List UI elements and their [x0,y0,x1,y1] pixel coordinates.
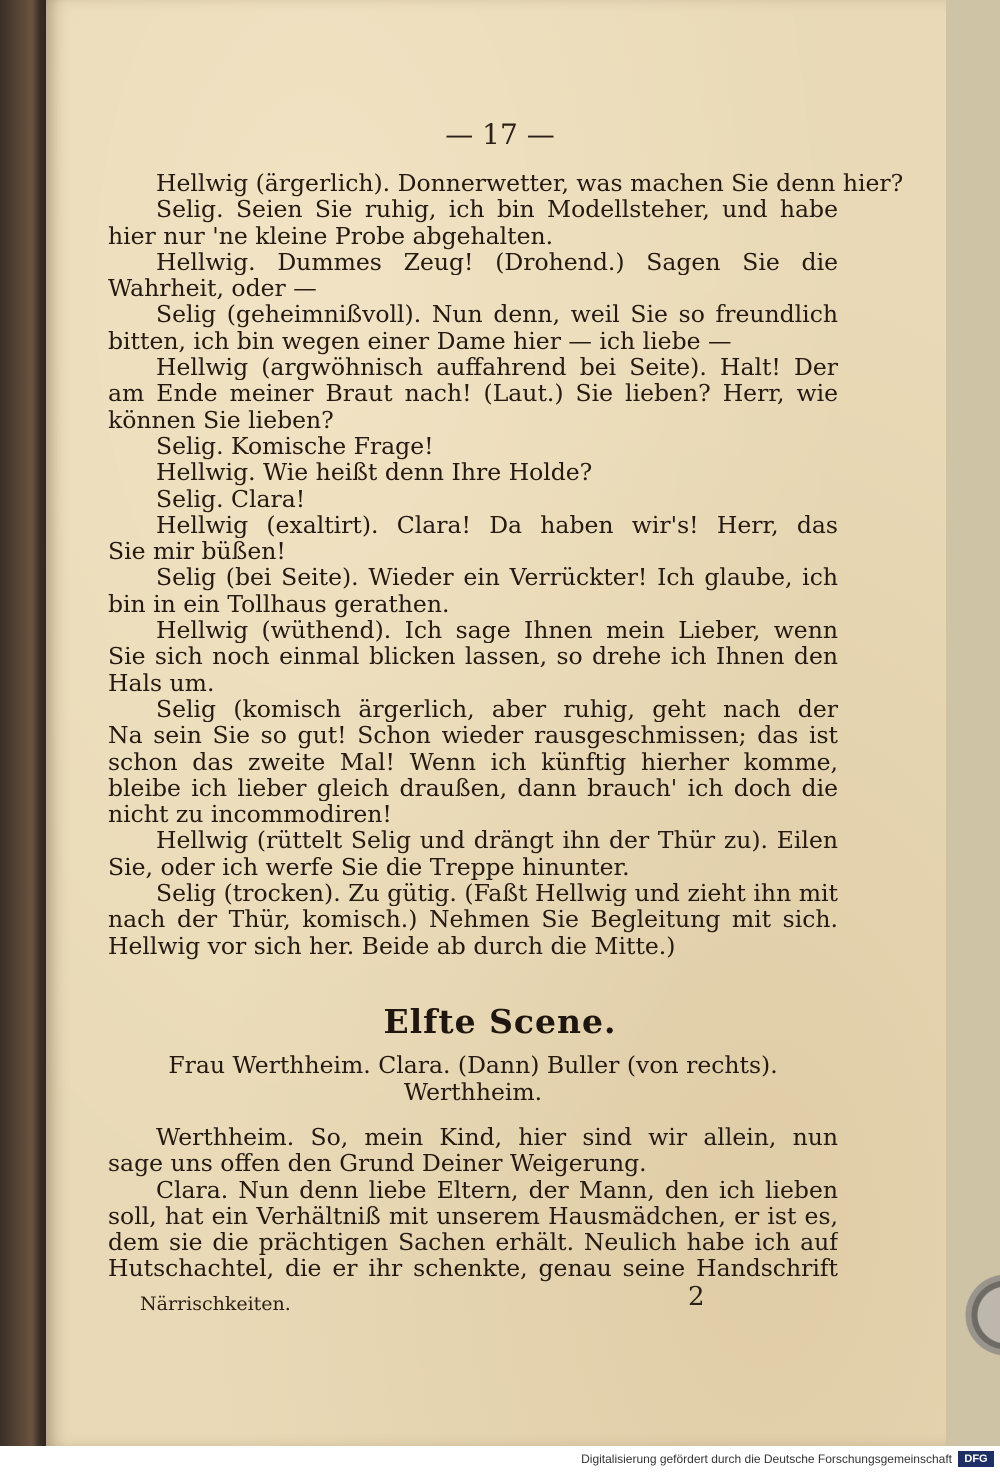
text-line: Sie, oder ich werfe Sie die Treppe hinunter. [108,852,630,881]
text-line: Sie sich noch einmal blicken lassen, so drehe ich Ihnen den [108,643,838,670]
text-line: Sie mir büßen! [108,537,286,566]
text-line: am Ende meiner Braut nach! (Laut.) Sie lieben? Herr, wie [108,380,838,407]
text-line: soll, hat ein Verhältniß mit unserem Hausmädchen, er ist es, [108,1202,838,1230]
signature-mark: 2 [688,1282,705,1312]
text-line: bitten, ich bin wegen einer Dame hier — ich liebe — [108,326,732,355]
text-line: Selig (trocken). Zu gütig. (Faßt Hellwig und zieht ihn mit [156,880,838,907]
text-line: bleibe ich lieber gleich draußen, dann brauch' ich doch die [108,774,838,802]
text-line: Hals um. [108,668,215,697]
text-line: Hutschachtel, die er ihr schenkte, genau seine Handschrift [108,1255,838,1282]
dialogue-bottom [108,1124,838,1282]
footer-title: Närrischkeiten. [140,1293,291,1315]
text-line: Werthheim. So, mein Kind, hier sind wir allein, nun [156,1124,838,1151]
text-line: nach der Thür, komisch.) Nehmen Sie Begleitung mit sich. [108,906,838,933]
text-line: hier nur 'ne kleine Probe abgehalten. [108,221,554,250]
cast-line-2: Werthheim. [403,1078,543,1106]
text-line: Hellwig. Dummes Zeug! (Drohend.) Sagen Sie die [156,248,838,276]
text-line: Hellwig (rüttelt Selig und drängt ihn der Thür zu). Eilen [156,827,838,854]
dfg-logo[interactable]: DFG [958,1451,994,1467]
text-line: dem sie die prächtigen Sachen erhält. Neulich habe ich auf [108,1229,838,1256]
text-line: Selig. Seien Sie ruhig, ich bin Modellsteher, und habe [156,196,838,223]
text-line: schon das zweite Mal! Wenn ich künftig hierher komme, [108,748,838,775]
adjacent-page-edge [946,0,1000,1446]
text-line: Selig. Komische Frage! [156,431,434,460]
text-line: sage uns offen den Grund Deiner Weigerung. [108,1149,647,1178]
scene-heading: Elfte Scene. [383,1002,617,1041]
dialogue-top [108,169,904,960]
text-line: Selig (komisch ärgerlich, aber ruhig, geht nach der [156,695,838,723]
text-line: Na sein Sie so gut! Schon wieder rausgeschmissen; das ist [108,722,838,749]
text-line: Hellwig (exaltirt). Clara! Da haben wir's! Herr, das [156,511,838,539]
text-line: können Sie lieben? [108,405,334,434]
text-line: bin in ein Tollhaus gerathen. [108,589,450,618]
page-number: — 17 — [445,118,555,151]
text-line: Clara. Nun denn liebe Eltern, der Mann, den ich lieben [156,1176,838,1203]
text-line: Hellwig (argwöhnisch auffahrend bei Seite). Halt! Der [156,354,838,381]
text-line: Wahrheit, oder — [108,274,317,303]
text-line: Hellwig (ärgerlich). Donnerwetter, was machen Sie denn hier? [156,169,904,197]
text-line: Selig (bei Seite). Wieder ein Verrückter! Ich glaube, ich [156,564,838,591]
dfg-credit-text: Digitalisierung gefördert durch die Deutsche Forschungsgemeinschaft [581,1452,952,1466]
cast-list [108,1052,838,1106]
cast-line-1: Frau Werthheim. Clara. (Dann) Buller (von rechts). [168,1051,778,1079]
text-line: Hellwig vor sich her. Beide ab durch die Mitte.) [108,931,676,960]
text-line: Hellwig. Wie heißt denn Ihre Holde? [156,458,593,487]
text-line: Hellwig (wüthend). Ich sage Ihnen mein Lieber, wenn [156,617,838,644]
text-line: nicht zu incommodiren! [108,800,392,829]
text-line: Selig (geheimnißvoll). Nun denn, weil Sie so freundlich [156,301,838,328]
text-line: Selig. Clara! [156,484,306,513]
